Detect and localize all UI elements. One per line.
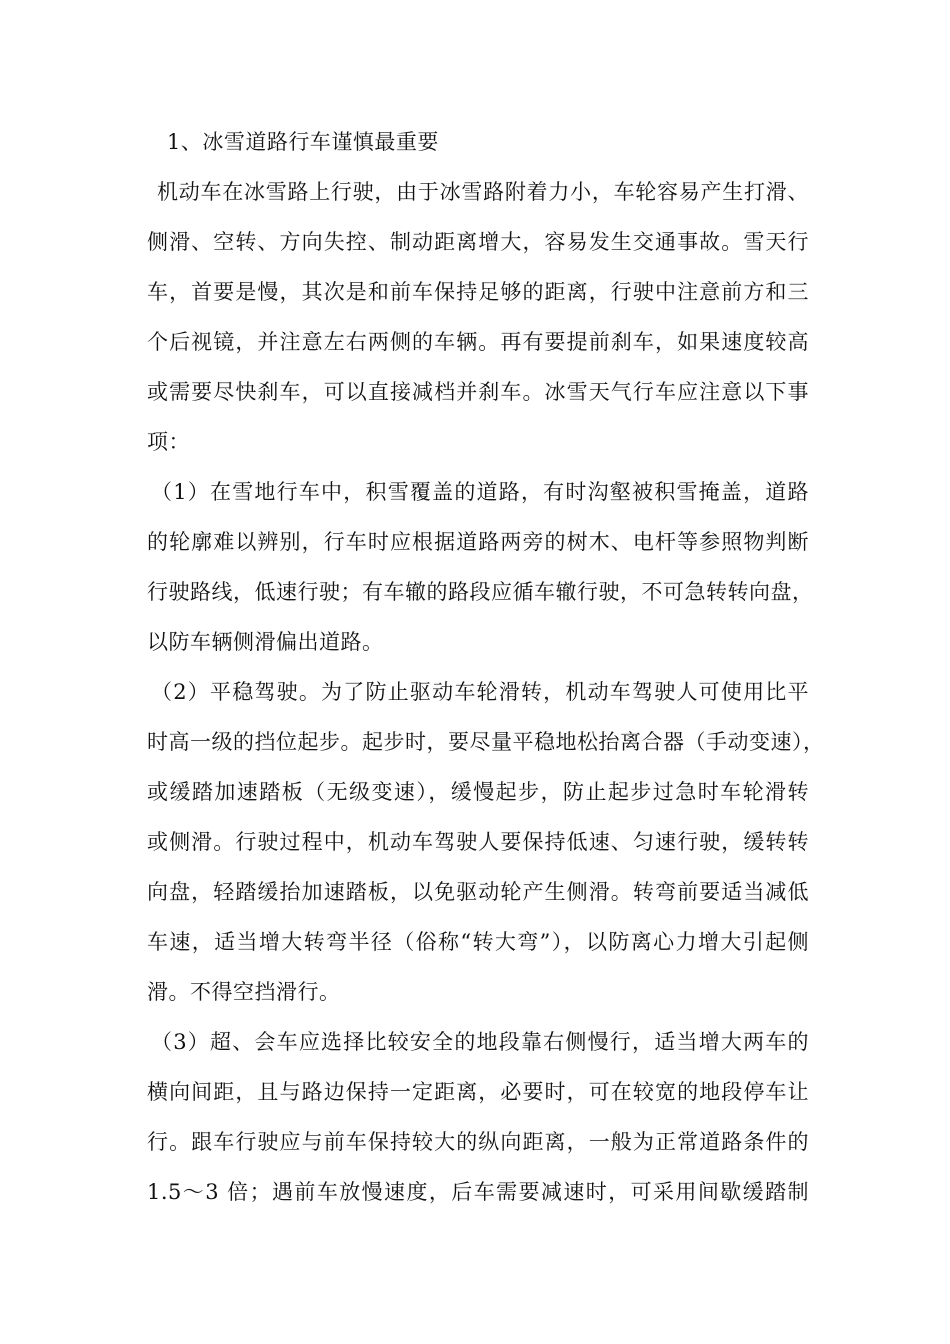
text-line: 行驶路线，低速行驶；有车辙的路段应循车辙行驶，不可急转转向盘，: [147, 580, 814, 604]
text-line: 侧滑、空转、方向失控、制动距离增大，容易发生交通事故。雪天行: [147, 230, 809, 254]
paragraph-item-2: [147, 667, 825, 1017]
text-line: （3）超、会车应选择比较安全的地段靠右侧慢行，适当增大两车的: [151, 1030, 809, 1054]
text-line: 机动车在冰雪路上行驶，由于冰雪路附着力小，车轮容易产生打滑、: [157, 180, 809, 204]
text-line: 时高一级的挡位起步。起步时，要尽量平稳地松抬离合器（手动变速），: [147, 730, 825, 754]
text-line: 横向间距，且与路边保持一定距离，必要时，可在较宽的地段停车让: [147, 1080, 809, 1104]
text-line: 以防车辆侧滑偏出道路。: [147, 630, 384, 654]
text-line: 或需要尽快刹车，可以直接减档并刹车。冰雪天气行车应注意以下事: [147, 380, 809, 404]
paragraph-item-3: [147, 1017, 809, 1217]
text-line: 项：: [147, 430, 190, 454]
text-line: 1.5～3 倍；遇前车放慢速度，后车需要减速时，可采用间歇缓踏制: [147, 1180, 809, 1204]
text-line: 滑。不得空挡滑行。: [147, 980, 341, 1004]
text-line: 车，首要是慢，其次是和前车保持足够的距离，行驶中注意前方和三: [147, 280, 809, 304]
text-line: 或缓踏加速踏板（无级变速），缓慢起步，防止起步过急时车轮滑转: [147, 780, 809, 804]
text-line: （1）在雪地行车中，积雪覆盖的道路，有时沟壑被积雪掩盖，道路: [151, 480, 809, 504]
paragraph-intro: [147, 167, 809, 467]
section-heading: 1、冰雪道路行车谨慎最重要: [167, 130, 439, 154]
text-line: 向盘，轻踏缓抬加速踏板，以免驱动轮产生侧滑。转弯前要适当减低: [147, 880, 809, 904]
text-line: 的轮廓难以辨别，行车时应根据道路两旁的树木、电杆等参照物判断: [147, 530, 809, 554]
document-body: [147, 117, 825, 1217]
text-line: （2）平稳驾驶。为了防止驱动车轮滑转，机动车驾驶人可使用比平: [151, 680, 809, 704]
text-line: 车速，适当增大转弯半径（俗称“转大弯”），以防离心力增大引起侧: [147, 930, 809, 954]
text-line: 个后视镜，并注意左右两侧的车辆。再有要提前刹车，如果速度较高: [147, 330, 809, 354]
paragraph-item-1: [147, 467, 814, 667]
text-line: 行。跟车行驶应与前车保持较大的纵向距离，一般为正常道路条件的: [147, 1130, 809, 1154]
text-line: 或侧滑。行驶过程中，机动车驾驶人要保持低速、匀速行驶，缓转转: [147, 830, 809, 854]
